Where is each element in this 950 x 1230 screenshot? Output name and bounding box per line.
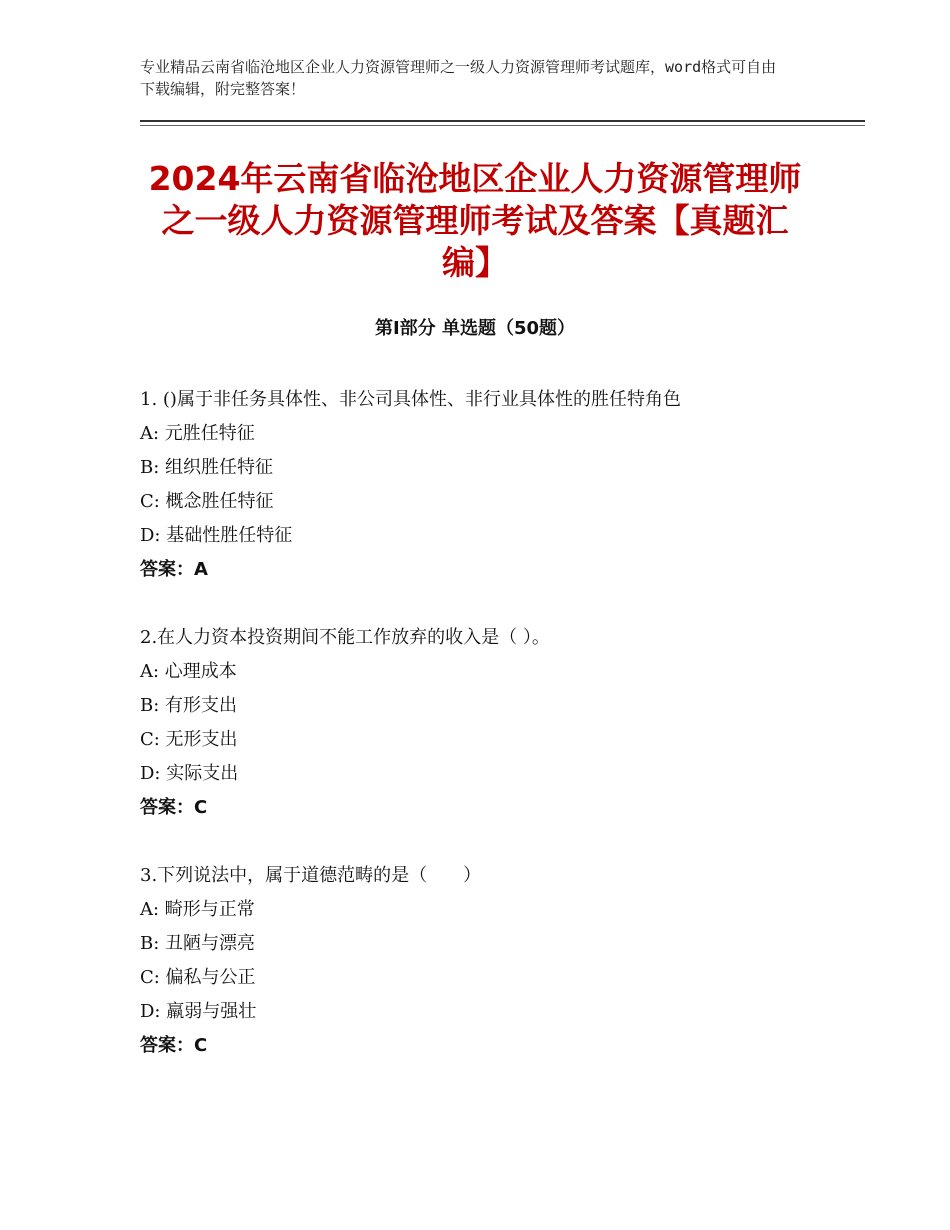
question-stem: 2.在人力资本投资期间不能工作放弃的收入是（ ）。 xyxy=(140,627,550,648)
document-title: 2024年云南省临沧地区企业人力资源管理师之一级人力资源管理师考试及答案【真题汇编】 xyxy=(148,159,802,282)
answer-line: 答案：C xyxy=(140,797,208,818)
header-note: 专业精品云南省临沧地区企业人力资源管理师之一级人力资源管理师考试题库，word格式可自由下载编辑，附完整答案！ xyxy=(140,58,777,98)
option-d: D: 实际支出 xyxy=(140,763,239,784)
question-2 xyxy=(140,621,820,825)
question-stem: 1. ()属于非任务具体性、非公司具体性、非行业具体性的胜任特角色 xyxy=(140,389,681,410)
section-heading: 第Ⅰ部分 单选题（50题） xyxy=(374,318,575,339)
question-stem: 3.下列说法中，属于道德范畴的是（ ） xyxy=(140,865,482,886)
question-1 xyxy=(140,383,820,587)
option-b: B: 组织胜任特征 xyxy=(140,457,274,478)
header-divider-thin xyxy=(140,125,865,126)
question-3 xyxy=(140,859,820,1063)
option-c: C: 无形支出 xyxy=(140,729,238,750)
option-c: C: 偏私与公正 xyxy=(140,967,256,988)
option-c: C: 概念胜任特征 xyxy=(140,491,274,512)
option-a: A: 畸形与正常 xyxy=(140,899,255,920)
question-list xyxy=(140,383,820,1097)
header-divider-thick xyxy=(140,120,865,122)
option-a: A: 元胜任特征 xyxy=(140,423,255,444)
option-b: B: 丑陋与漂亮 xyxy=(140,933,256,954)
option-d: D: 羸弱与强壮 xyxy=(140,1001,257,1022)
option-d: D: 基础性胜任特征 xyxy=(140,525,293,546)
option-a: A: 心理成本 xyxy=(140,661,237,682)
option-b: B: 有形支出 xyxy=(140,695,238,716)
answer-line: 答案：A xyxy=(140,559,208,580)
answer-line: 答案：C xyxy=(140,1035,208,1056)
